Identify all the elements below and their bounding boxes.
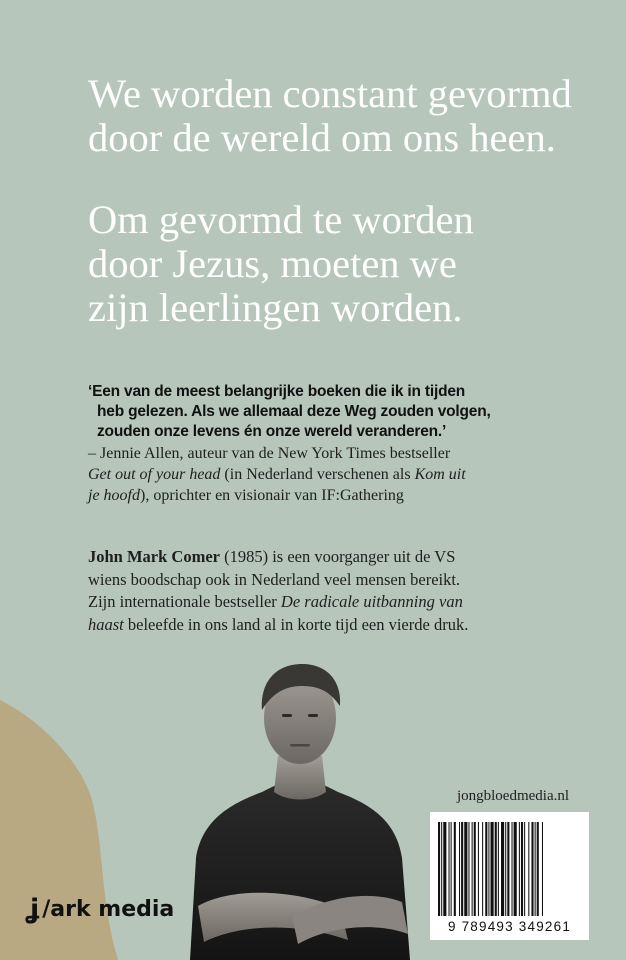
headline-line: door Jezus, moeten we: [88, 241, 457, 286]
author-photo: [180, 652, 420, 960]
headline-line: zijn leerlingen worden.: [88, 285, 463, 330]
barcode-bar: [449, 822, 450, 916]
publisher-website: jongbloedmedia.nl: [456, 788, 570, 804]
endorsement: [88, 382, 608, 506]
headline-line: door de wereld om ons heen.: [88, 115, 556, 160]
bestseller-title-part2: haast: [88, 614, 124, 634]
book-title-dutch-part1: Kom uit: [414, 466, 466, 483]
attribution-line: – Jennie Allen, auteur van de New York Times bestseller: [88, 445, 451, 462]
barcode-bar: [537, 822, 539, 916]
endorsement-attribution: [88, 443, 608, 506]
bio-text: Zijn internationale bestseller: [88, 592, 281, 611]
barcode-bar: [514, 822, 517, 916]
attribution-line: [88, 485, 608, 506]
barcode-bar: [464, 822, 467, 916]
barcode-bar: [495, 822, 497, 916]
barcode-bar: [488, 822, 489, 916]
barcode-bar: [521, 822, 523, 916]
endorsement-quote-line: heb gelezen. Als we allemaal deze Weg zouden volgen,: [97, 403, 491, 420]
barcode-bar: [441, 822, 442, 916]
headline: [88, 72, 588, 368]
barcode-bar: [461, 822, 463, 916]
barcode-bar: [531, 822, 533, 916]
barcode-bar: [478, 822, 479, 916]
barcode-bar: [472, 822, 473, 916]
barcode-bar: [512, 822, 513, 916]
bio-text: (1985) is een voorganger uit de VS: [219, 547, 456, 566]
bio-line: [88, 614, 608, 637]
attribution-line: [88, 464, 608, 485]
barcode-bar: [468, 822, 469, 916]
headline-line: Om gevormd te worden: [88, 197, 474, 242]
barcode-bar: [491, 822, 494, 916]
barcode-bar: [505, 822, 506, 916]
publisher-logo: [30, 896, 174, 923]
bio-text: beleefde in ons land al in korte tijd een vierde druk.: [123, 614, 469, 634]
barcode-bar: [438, 822, 440, 916]
barcode-bar: [498, 822, 499, 916]
bio-line: wiens boodschap ook in Nederland veel mensen bereikt.: [88, 569, 461, 589]
barcode-bar: [454, 822, 456, 916]
barcode-bar: [459, 822, 460, 916]
barcode-bar: [451, 822, 452, 916]
barcode-bar: [443, 822, 446, 916]
bestseller-title-part1: De radicale uitbanning van: [280, 592, 463, 611]
isbn-number: 9 789493 349261: [447, 919, 572, 934]
publisher-name: /ark media: [42, 897, 175, 922]
barcode-bar: [542, 822, 543, 916]
barcode-bar: [474, 822, 476, 916]
barcode: [430, 812, 589, 940]
barcode-bar: [524, 822, 525, 916]
headline-line: We worden constant gevormd: [88, 71, 572, 116]
book-title-dutch-part2: je hoofd: [88, 487, 140, 504]
bio-line: [88, 591, 608, 614]
attribution-text: ), oprichter en visionair van IF:Gathering: [140, 487, 404, 504]
barcode-bar: [507, 822, 509, 916]
author-name: John Mark Comer: [88, 547, 220, 566]
headline-paragraph-2: [88, 198, 588, 330]
barcode-bar: [528, 822, 529, 916]
barcode-bars: [438, 822, 581, 916]
barcode-bar: [535, 822, 536, 916]
headline-paragraph-1: [88, 72, 588, 160]
endorsement-quote-line: zouden onze levens én onze wereld veranderen.’: [97, 423, 447, 440]
attribution-text: (in Nederland verschenen als: [220, 466, 415, 483]
barcode-bar: [485, 822, 487, 916]
barcode-bar: [501, 822, 504, 916]
bio-line: [88, 546, 608, 569]
endorsement-quote-line: ‘Een van de meest belangrijke boeken die ik in tijden: [88, 383, 466, 400]
book-title-english: Get out of your head: [88, 466, 221, 483]
author-bio: [88, 546, 608, 636]
jongbloed-j-logo-icon: ʝ: [30, 894, 40, 925]
barcode-bar: [482, 822, 483, 916]
barcode-bar: [519, 822, 520, 916]
